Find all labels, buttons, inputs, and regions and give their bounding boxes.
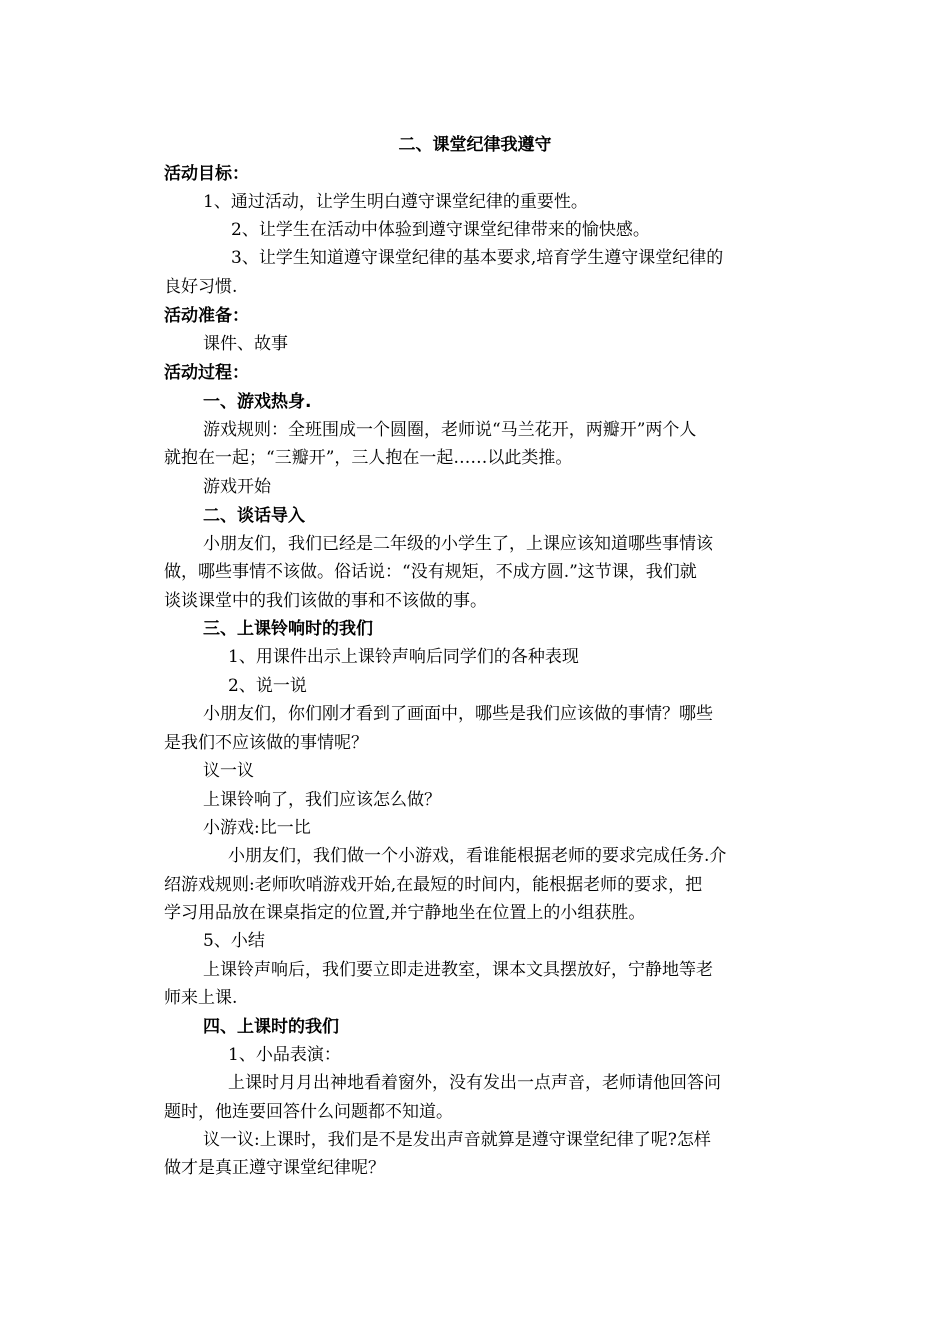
goal-item-1: 1、通过活动，让学生明白遵守课堂纪律的重要性。 — [203, 192, 588, 212]
paragraph-line: 题时，他连要回答什么问题都不知道。 — [164, 1102, 453, 1122]
prep-heading: 活动准备： — [164, 306, 249, 326]
section-heading-1: 一、游戏热身. — [203, 392, 312, 412]
paragraph-line: 做，哪些事情不该做。俗话说：“没有规矩，不成方圆.”这节课，我们就 — [164, 562, 697, 582]
paragraph-line: 上课铃响了，我们应该怎么做？ — [203, 790, 441, 810]
paragraph-line: 小游戏:比一比 — [203, 818, 311, 838]
list-item: 5、小结 — [203, 931, 265, 951]
paragraph-line: 议一议 — [203, 761, 254, 781]
prep-text: 课件、故事 — [203, 334, 288, 354]
paragraph-line: 上课铃声响后，我们要立即走进教室，课本文具摆放好，宁静地等老 — [203, 960, 713, 980]
document-title: 二、课堂纪律我遵守 — [398, 135, 552, 155]
paragraph-line: 师来上课. — [164, 988, 238, 1008]
goal-item-2: 2、让学生在活动中体验到遵守课堂纪律带来的愉快感。 — [231, 220, 650, 240]
list-item: 1、用课件出示上课铃声响后同学们的各种表现 — [228, 647, 579, 667]
goal-item-3-cont: 良好习惯. — [164, 277, 238, 297]
goals-heading: 活动目标： — [164, 164, 249, 184]
paragraph-line: 学习用品放在课桌指定的位置,并宁静地坐在位置上的小组获胜。 — [164, 903, 646, 923]
paragraph-line: 小朋友们，你们刚才看到了画面中，哪些是我们应该做的事情？哪些 — [203, 704, 713, 724]
paragraph-line: 绍游戏规则:老师吹哨游戏开始,在最短的时间内，能根据老师的要求，把 — [164, 875, 703, 895]
paragraph-line: 是我们不应该做的事情呢？ — [164, 733, 368, 753]
list-item: 2、说一说 — [228, 676, 307, 696]
paragraph-line: 谈谈课堂中的我们该做的事和不该做的事。 — [164, 591, 487, 611]
section-heading-3: 三、上课铃响时的我们 — [203, 619, 373, 639]
list-item: 1、小品表演： — [228, 1045, 341, 1065]
goal-item-3: 3、让学生知道遵守课堂纪律的基本要求,培育学生遵守课堂纪律的 — [231, 248, 724, 268]
paragraph-line: 就抱在一起；“三瓣开”，三人抱在一起……以此类推。 — [164, 448, 573, 468]
section-heading-4: 四、上课时的我们 — [203, 1017, 339, 1037]
process-heading: 活动过程： — [164, 363, 249, 383]
paragraph-line: 小朋友们，我们做一个小游戏，看谁能根据老师的要求完成任务.介 — [228, 846, 727, 866]
paragraph-line: 做才是真正遵守课堂纪律呢？ — [164, 1158, 385, 1178]
paragraph-line: 游戏开始 — [203, 477, 271, 497]
paragraph-line: 小朋友们，我们已经是二年级的小学生了，上课应该知道哪些事情该 — [203, 534, 713, 554]
paragraph-line: 上课时月月出神地看着窗外，没有发出一点声音，老师请他回答问 — [228, 1073, 721, 1093]
paragraph-line: 议一议:上课时，我们是不是发出声音就算是遵守课堂纪律了呢?怎样 — [203, 1130, 711, 1150]
paragraph-line: 游戏规则：全班围成一个圆圈，老师说“马兰花开，两瓣开”两个人 — [203, 420, 697, 440]
section-heading-2: 二、谈话导入 — [203, 506, 305, 526]
